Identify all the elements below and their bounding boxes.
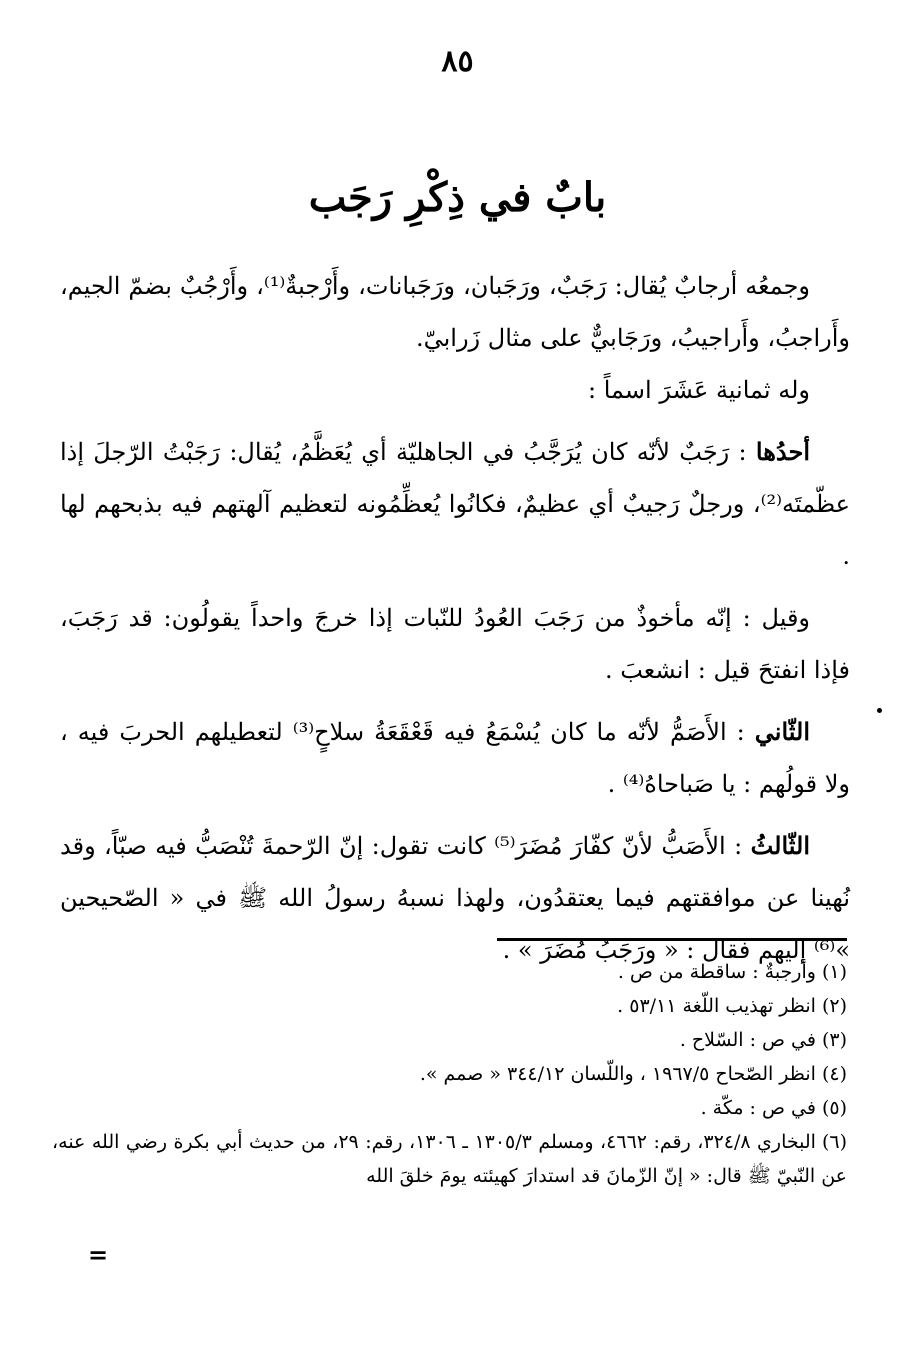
footnote-number: (٤): [821, 1063, 847, 1085]
footnote: [52, 1057, 847, 1091]
section-term: الثّالثُ: [750, 831, 811, 860]
footnote: [52, 989, 847, 1023]
paragraph-alternate-origin: [60, 592, 850, 696]
footnote: [52, 1125, 847, 1193]
chapter-title: بابٌ في ذِكْرِ رَجَب: [308, 174, 607, 221]
footnote-text: في ص : مكّة .: [700, 1097, 816, 1119]
paragraph-text: وقيل : إنّه مأخوذٌ من رَجَبَ العُودُ للنّبات إذا خرجَ واحداً يقولُون: قد رَجَبَ، فإذا انفتحَ قيل : انشعبَ .: [60, 604, 850, 684]
footnote-text: انظر تهذيب اللّغة ٥٣/١١ .: [617, 995, 816, 1017]
paragraph-text: : الأَصَمُّ لأنّه ما كان يُسْمَعُ فيه قَعْقَعَةُ سلاحٍ⁽³⁾ لتعطيلهم الحربَ فيه ، ولا قولُهم : يا صَباحاهُ⁽⁴⁾ .: [60, 718, 850, 798]
paragraph-text: : رَجَبٌ لأنّه كان يُرَجَّبُ في الجاهليّة أي يُعَظَّمُ، يُقال: رَجَبْتُ الرّجلَ إذا عظّمتَه⁽²⁾، ورجلٌ رَجيبٌ أي عظيمٌ، فكانُوا يُعظِّمُونه لتعظيم آلهتهم فيه بذبحهم لها .: [60, 438, 850, 570]
paragraph-text: : الأَصَبُّ لأنّ كفّارَ مُضَرَ⁽⁵⁾ كانت تقول: إنّ الرّحمةَ تُنْصَبُّ فيه صبّاً، وقد نُهينا عن موافقتهم فيما يعتقدُون، ولهذا نسبهُ رسولُ الله ﷺ في « الصّحيحين »⁽⁶⁾ إليهم فقال : « ورَجَبُ مُضَرَ » .: [60, 832, 850, 964]
paragraph-third-name: [60, 820, 850, 976]
paragraph-plurals: [60, 260, 850, 364]
continuation-mark: =: [88, 1240, 109, 1269]
paragraph-names-count: [60, 364, 850, 416]
footnote-number: (١): [821, 961, 847, 983]
main-text: [60, 260, 850, 976]
page-number: ٨٥: [441, 44, 474, 79]
paragraph-first-name: [60, 426, 850, 582]
footnote-number: (٣): [821, 1029, 847, 1051]
footnote-number: (٦): [821, 1131, 848, 1153]
footnote-text: وأرجبةٌ : ساقطة من ص .: [617, 961, 816, 983]
footnote-text: في ص : السّلاح .: [679, 1029, 816, 1051]
footnote-number: (٢): [821, 995, 847, 1017]
paragraph-text: وجمعُه أرجابٌ يُقال: رَجَبٌ، ورَجَبان، ورَجَبانات، وأَرْجبةٌ⁽¹⁾، وأَرْجُبٌ بضمّ الجيم، وأَراجبُ، وأَراجيبُ، ورَجَابيٌّ على مثال زَرابيّ.: [60, 272, 850, 352]
footnote-separator: [497, 938, 847, 941]
footnote-text: انظر الصّحاح ١٩٦٧/٥ ، واللّسان ٣٤٤/١٢ « صمم ».: [419, 1063, 816, 1085]
footnotes: [52, 955, 847, 1193]
footnote: [52, 1023, 847, 1057]
footnote: [52, 955, 847, 989]
paragraph-second-name: [60, 706, 850, 810]
footnote: [52, 1091, 847, 1125]
paragraph-text: وله ثمانية عَشَرَ اسماً :: [588, 376, 810, 404]
section-term: أحدُها: [755, 437, 810, 466]
footnote-number: (٥): [821, 1097, 847, 1119]
footnote-text: البخاري ٣٢٤/٨، رقم: ٤٦٦٢، ومسلم ١٣٠٥/٣ ـ ١٣٠٦، رقم: ٢٩، من حديث أبي بكرة رضي الله عنه، عن النّبيّ ﷺ قال: « إنّ الزّمانَ قد استدارَ كهيئته يومَ خلقَ الله: [52, 1131, 847, 1187]
section-term: الثّاني: [754, 717, 810, 746]
margin-speck: [877, 708, 882, 713]
